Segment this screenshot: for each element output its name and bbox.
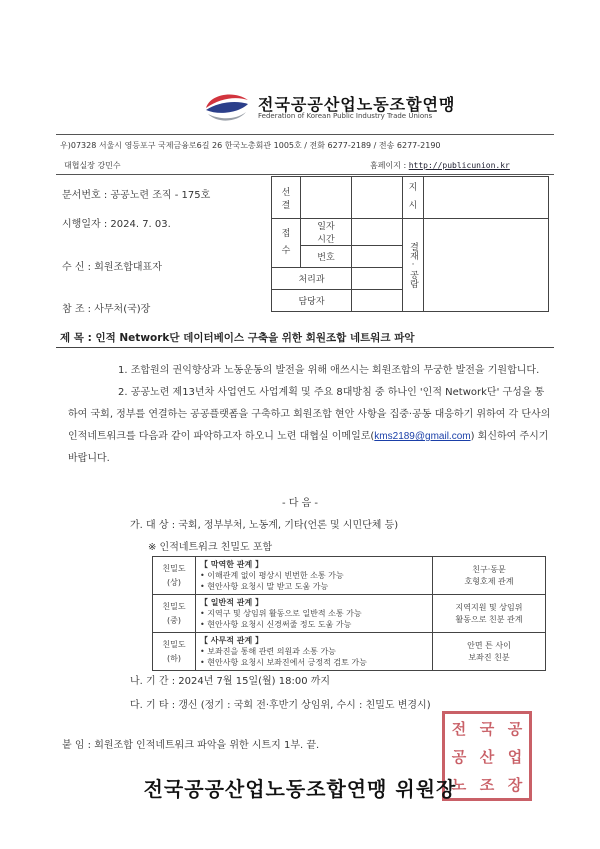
approval-empty-1 — [301, 177, 352, 219]
approval-jeop: 접 — [281, 228, 291, 239]
approval-date-value — [352, 219, 403, 246]
manager-info: 대협실장 강민수 — [64, 161, 121, 170]
org-address: 우)07328 서울시 영등포구 국제금융로6길 26 한국노총회관 1005호 / 전화 6277-2189 / 전송 6277-2190 — [60, 141, 441, 150]
table-row — [153, 557, 546, 595]
approval-dept-value — [352, 268, 403, 290]
subject-text: 인적 Network단 데이터베이스 구축을 위한 회원조합 네트워크 파악 — [95, 332, 415, 344]
notice-item-period: 나. 기 간 : 2024년 7월 15일(월) 18:00 까지 — [130, 676, 331, 687]
subject-row — [60, 330, 414, 345]
subject-label: 제 목 : — [60, 332, 92, 344]
approval-date-label: 일자 시간 — [301, 219, 352, 246]
approval-jeopsu-cell — [272, 219, 301, 268]
subject-rule — [56, 347, 554, 348]
intimacy-desc: 【 일반적 관계 】 • 지역구 및 상임위 활동으로 일반적 소통 가능 • 현안사항 요청시 신경써줄 정도 도움 가능 — [196, 595, 433, 633]
recipient-value: 회원조합대표자 — [94, 262, 162, 273]
recipient-row — [62, 258, 162, 273]
signature-line: 전국공공산업노동조합연맹 위원장 — [143, 777, 457, 801]
approval-number-value — [352, 246, 403, 268]
official-seal: 전 국 공 공 산 업 노 조 장 — [442, 711, 532, 801]
approval-jisi-cell — [403, 177, 424, 219]
approval-gyeoljae-label: 결재·공람 — [403, 219, 424, 312]
notice-item-other: 다. 기 타 : 갱신 (정기 : 국회 전·후반기 상임위, 수시 : 친밀도 변경시) — [130, 700, 431, 711]
union-logo-icon — [200, 88, 254, 124]
table-row — [153, 633, 546, 671]
approval-seon: 선 — [281, 187, 291, 198]
approval-empty-2 — [352, 177, 403, 219]
header-bottom-rule — [56, 174, 554, 175]
network-table — [152, 556, 546, 671]
approval-si: 시 — [408, 200, 418, 211]
approval-gyeol: 결 — [281, 200, 291, 211]
body-text — [68, 360, 552, 470]
date-value: 2024. 7. 03. — [110, 219, 171, 230]
approval-manager-value — [352, 290, 403, 312]
homepage-link[interactable]: http://publicunion.kr — [408, 161, 510, 170]
approval-seon-cell — [272, 177, 301, 219]
homepage-info — [370, 160, 510, 171]
approval-dept-label: 처리과 — [272, 268, 352, 290]
notice-heading: - 다 음 - — [281, 498, 319, 509]
body-paragraph-1: 1. 조합원의 권익향상과 노동운동의 발전을 위해 애쓰시는 회원조합의 무궁한 발전을 기원합니다. — [118, 365, 540, 376]
approval-manager-label: 담당자 — [272, 290, 352, 312]
doc-number-value: 공공노련 조직 - 175호 — [110, 190, 211, 201]
approval-su: 수 — [281, 246, 291, 256]
header-top-rule — [56, 134, 554, 135]
intimacy-desc: 【 사무적 관계 】 • 보좌진을 통해 관련 의원과 소통 가능 • 현안사항 요청시 보좌진에서 긍정적 검토 가능 — [196, 633, 433, 671]
homepage-label: 홈페이지 : — [370, 161, 407, 170]
approval-box — [271, 176, 549, 312]
date-row — [62, 215, 171, 230]
approval-jisi-space — [424, 177, 549, 219]
intimacy-desc: 【 막역한 관계 】 • 이해관계 없이 평상시 빈번한 소통 가능 • 현안사항 요청시 말 받고 도움 가능 — [196, 557, 433, 595]
notice-item-target: 가. 대 상 : 국회, 정부부처, 노동계, 기타(언론 및 시민단체 등) — [130, 520, 399, 531]
approval-ji: 지 — [408, 183, 418, 194]
intimacy-example: 친구·동문 호형호제 관계 — [433, 557, 546, 595]
reference-value: 사무처(국)장 — [94, 304, 151, 315]
doc-number-label: 문서번호 : — [62, 190, 108, 201]
intimacy-level: 친밀도 (상) — [153, 557, 196, 595]
table-row — [153, 595, 546, 633]
email-link[interactable]: kms2189@gmail.com — [374, 431, 471, 442]
intimacy-example: 지역지원 및 상임위 활동으로 친분 관계 — [433, 595, 546, 633]
intimacy-example: 안면 튼 사이 보좌진 친분 — [433, 633, 546, 671]
union-logo — [200, 88, 254, 128]
body-paragraph-2: 2. 공공노련 제13년차 사업연도 사업계획 및 주요 8대방침 중 하나인 '인적 Network단' 구성을 통하여 국회, 정부를 연결하는 공공플랫폼을 구축하고 회원조합 현안 사항을 집중·공동 대응하기 위하여 각 단사의 인적네트워크를 다음과 같이 파악하고자 하오니 노련 대협실 이메일로(kms2189@gmail.com) 회신하여 주시기 바랍니다. — [68, 387, 551, 464]
doc-number-row — [62, 186, 210, 201]
notice-note: ※ 인적네트워크 친밀도 포함 — [148, 542, 273, 553]
intimacy-level: 친밀도 (하) — [153, 633, 196, 671]
reference-row — [62, 300, 150, 315]
org-name-ko: 전국공공산업노동조합연맹 — [258, 95, 456, 114]
attachment-line: 붙 임 : 회원조합 인적네트워크 파악을 위한 시트지 1부. 끝. — [62, 740, 320, 751]
intimacy-level: 친밀도 (중) — [153, 595, 196, 633]
date-label: 시행일자 : — [62, 219, 108, 230]
org-name-en: Federation of Korean Public Industry Trade Unions — [258, 112, 433, 120]
reference-label: 참 조 : — [62, 304, 92, 315]
approval-number-label: 번호 — [301, 246, 352, 268]
approval-gyeoljae-space — [424, 219, 549, 312]
recipient-label: 수 신 : — [62, 262, 92, 273]
